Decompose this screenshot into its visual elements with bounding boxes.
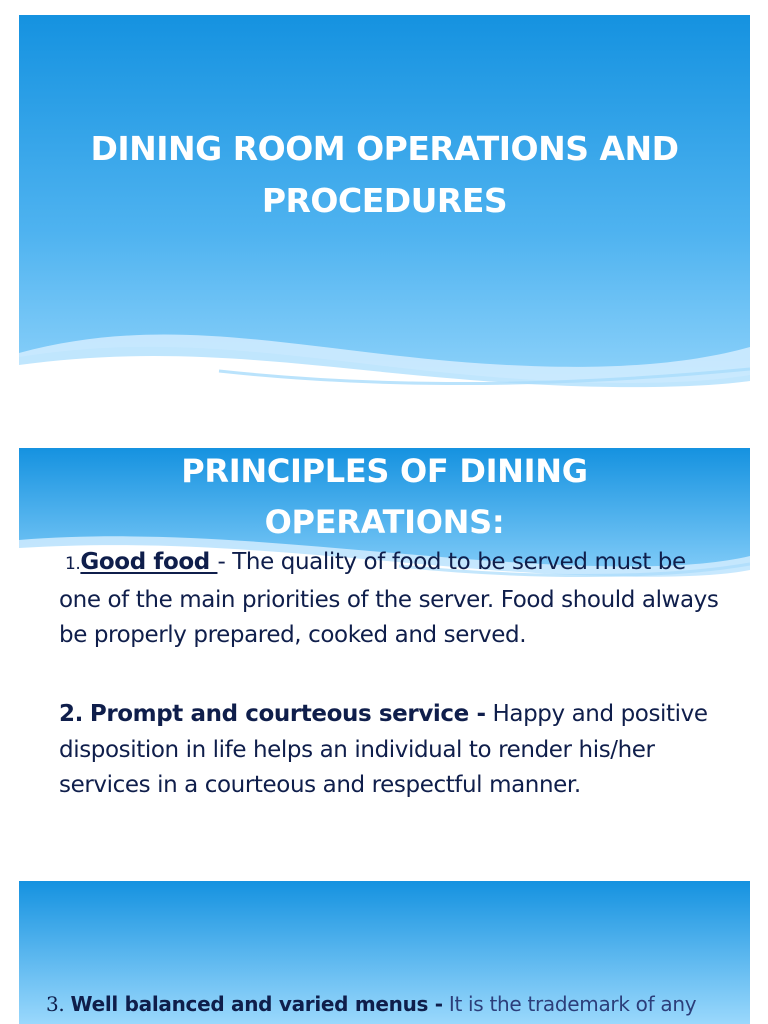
slide-principles: [19, 448, 750, 848]
principle-menus: [46, 987, 746, 1021]
title-line-1: DINING ROOM OPERATIONS AND: [90, 129, 679, 168]
point-text: Happy and positive disposition in life helps an individual to render his/her services in a courteous and respectful manner.: [59, 701, 708, 798]
point-text: - The quality of food to be served must be one of the main priorities of the server. Food should always be properly prepared, cooked and served.: [59, 549, 719, 648]
point-number: 1.: [65, 554, 81, 574]
point-number: 2.: [59, 701, 83, 727]
principles-heading: [19, 448, 750, 548]
point-lead: Prompt and courteous service -: [89, 701, 486, 727]
point-number: 3.: [46, 992, 65, 1016]
title-line-2: PROCEDURES: [261, 181, 508, 220]
point-lead: Good food: [80, 549, 218, 575]
slide-title: [19, 15, 750, 413]
heading-line-1: PRINCIPLES OF DINING: [181, 452, 588, 490]
point-lead: Well balanced and varied menus -: [70, 992, 443, 1016]
principle-prompt-service: [59, 697, 729, 804]
principle-good-food: [59, 545, 729, 654]
heading-line-2: OPERATIONS:: [264, 503, 505, 541]
slide-menus: [19, 881, 750, 1024]
slide-title-heading: [19, 123, 750, 227]
point-text: It is the trademark of any: [442, 992, 697, 1016]
